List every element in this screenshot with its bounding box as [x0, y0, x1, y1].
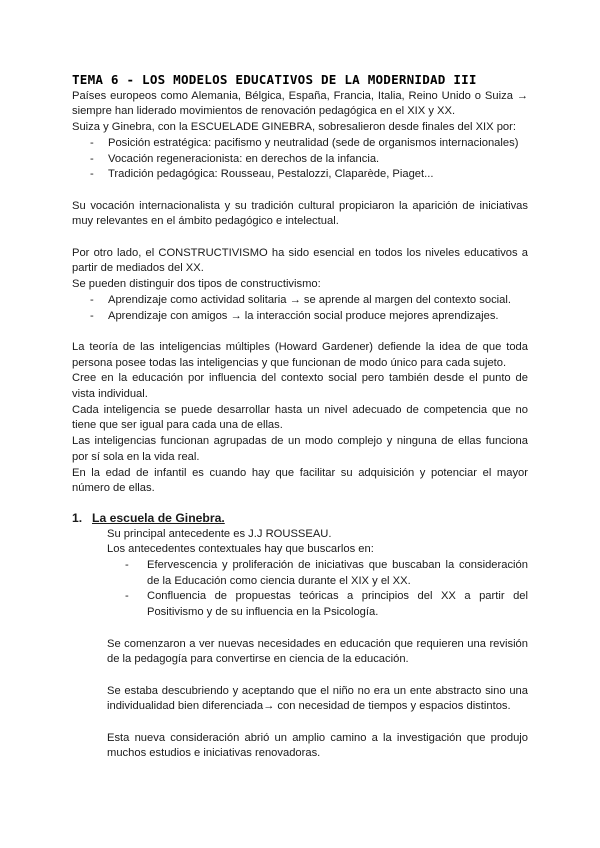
section-paragraph: Esta nueva consideración abrió un amplio camino a la investigación que produjo muchos estudios e iniciativas renovadoras. — [107, 731, 528, 760]
section-paragraph: Se comenzaron a ver nuevas necesidades en educación que requieren una revisión de la pedagogía para convertirse en ciencia de la educación. — [107, 637, 528, 666]
geneva-reasons-list — [72, 136, 528, 183]
intelligences-paragraph: La teoría de las inteligencias múltiples (Howard Gardener) defiende la idea de que toda persona posee todas las inteligencias y que funcionan de modo único para cada sujeto. — [72, 340, 528, 369]
document-page — [72, 72, 528, 762]
section-body — [72, 527, 528, 763]
list-item: - Efervescencia y proliferación de iniciativas que buscaban la consideración de la Educación como ciencia durante el XIX y el XX. — [125, 558, 528, 589]
section-heading — [72, 511, 528, 527]
intro-geneva-paragraph: Suiza y Ginebra, con la ESCUELADE GINEBRA, sobresalieron desde finales del XIX por: — [72, 121, 516, 134]
list-item: - Vocación regeneracionista: en derechos de la infancia. — [90, 152, 528, 168]
vocation-paragraph: Su vocación internacionalista y su tradición cultural propiciaron la aparición de iniciativas muy relevantes en el ámbito pedagógico e intelectual. — [72, 199, 528, 228]
intelligences-paragraph: Cada inteligencia se puede desarrollar hasta un nivel adecuado de competencia que no tiene que ser igual para cada una de ellas. — [72, 403, 528, 432]
constructivism-types-intro: Se pueden distinguir dos tipos de constructivismo: — [72, 278, 321, 291]
constructivism-paragraph: Por otro lado, el CONSTRUCTIVISMO ha sido esencial en todos los niveles educativos a partir de mediados del XX. — [72, 246, 528, 275]
intelligences-paragraph: Cree en la educación por influencia del contexto social pero también desde el punto de vista individual. — [72, 372, 528, 401]
constructivism-types-list — [72, 293, 528, 324]
document-title: TEMA 6 - LOS MODELOS EDUCATIVOS DE LA MODERNIDAD III — [72, 72, 477, 87]
section-geneva-school — [72, 511, 528, 762]
intelligences-paragraph: En la edad de infantil es cuando hay que facilitar su adquisición y potenciar el mayor número de ellas. — [72, 466, 528, 495]
intro-paragraph: Países europeos como Alemania, Bélgica, España, Francia, Italia, Reino Unido o Suiza → siempre han liderado movimientos de renovación pedagógica en el XIX y XX. — [72, 89, 528, 118]
list-item: - Tradición pedagógica: Rousseau, Pestalozzi, Claparède, Piaget... — [90, 167, 528, 183]
section-paragraph: Su principal antecedente es J.J ROUSSEAU. — [107, 527, 332, 540]
section-title: La escuela de Ginebra. — [92, 510, 225, 525]
list-item: - Aprendizaje como actividad solitaria → se aprende al margen del contexto social. — [90, 293, 528, 309]
antecedents-list — [107, 558, 528, 621]
list-item: - Confluencia de propuestas teóricas a principios del XX a partir del Positivismo y de su influencia en la Psicología. — [125, 589, 528, 620]
list-item: - Posición estratégica: pacifismo y neutralidad (sede de organismos internacionales) — [90, 136, 528, 152]
section-number: 1. — [72, 510, 83, 525]
intelligences-paragraph: Las inteligencias funcionan agrupadas de un modo complejo y ninguna de ellas funciona por sí sola en la vida real. — [72, 435, 528, 463]
section-paragraph: Se estaba descubriendo y aceptando que el niño no era un ente abstracto sino una individualidad bien diferenciada→ con necesidad de tiempos y espacios distintos. — [107, 684, 528, 713]
list-item: - Aprendizaje con amigos → la interacción social produce mejores aprendizajes. — [90, 309, 528, 325]
section-paragraph: Los antecedentes contextuales hay que buscarlos en: — [107, 543, 374, 556]
